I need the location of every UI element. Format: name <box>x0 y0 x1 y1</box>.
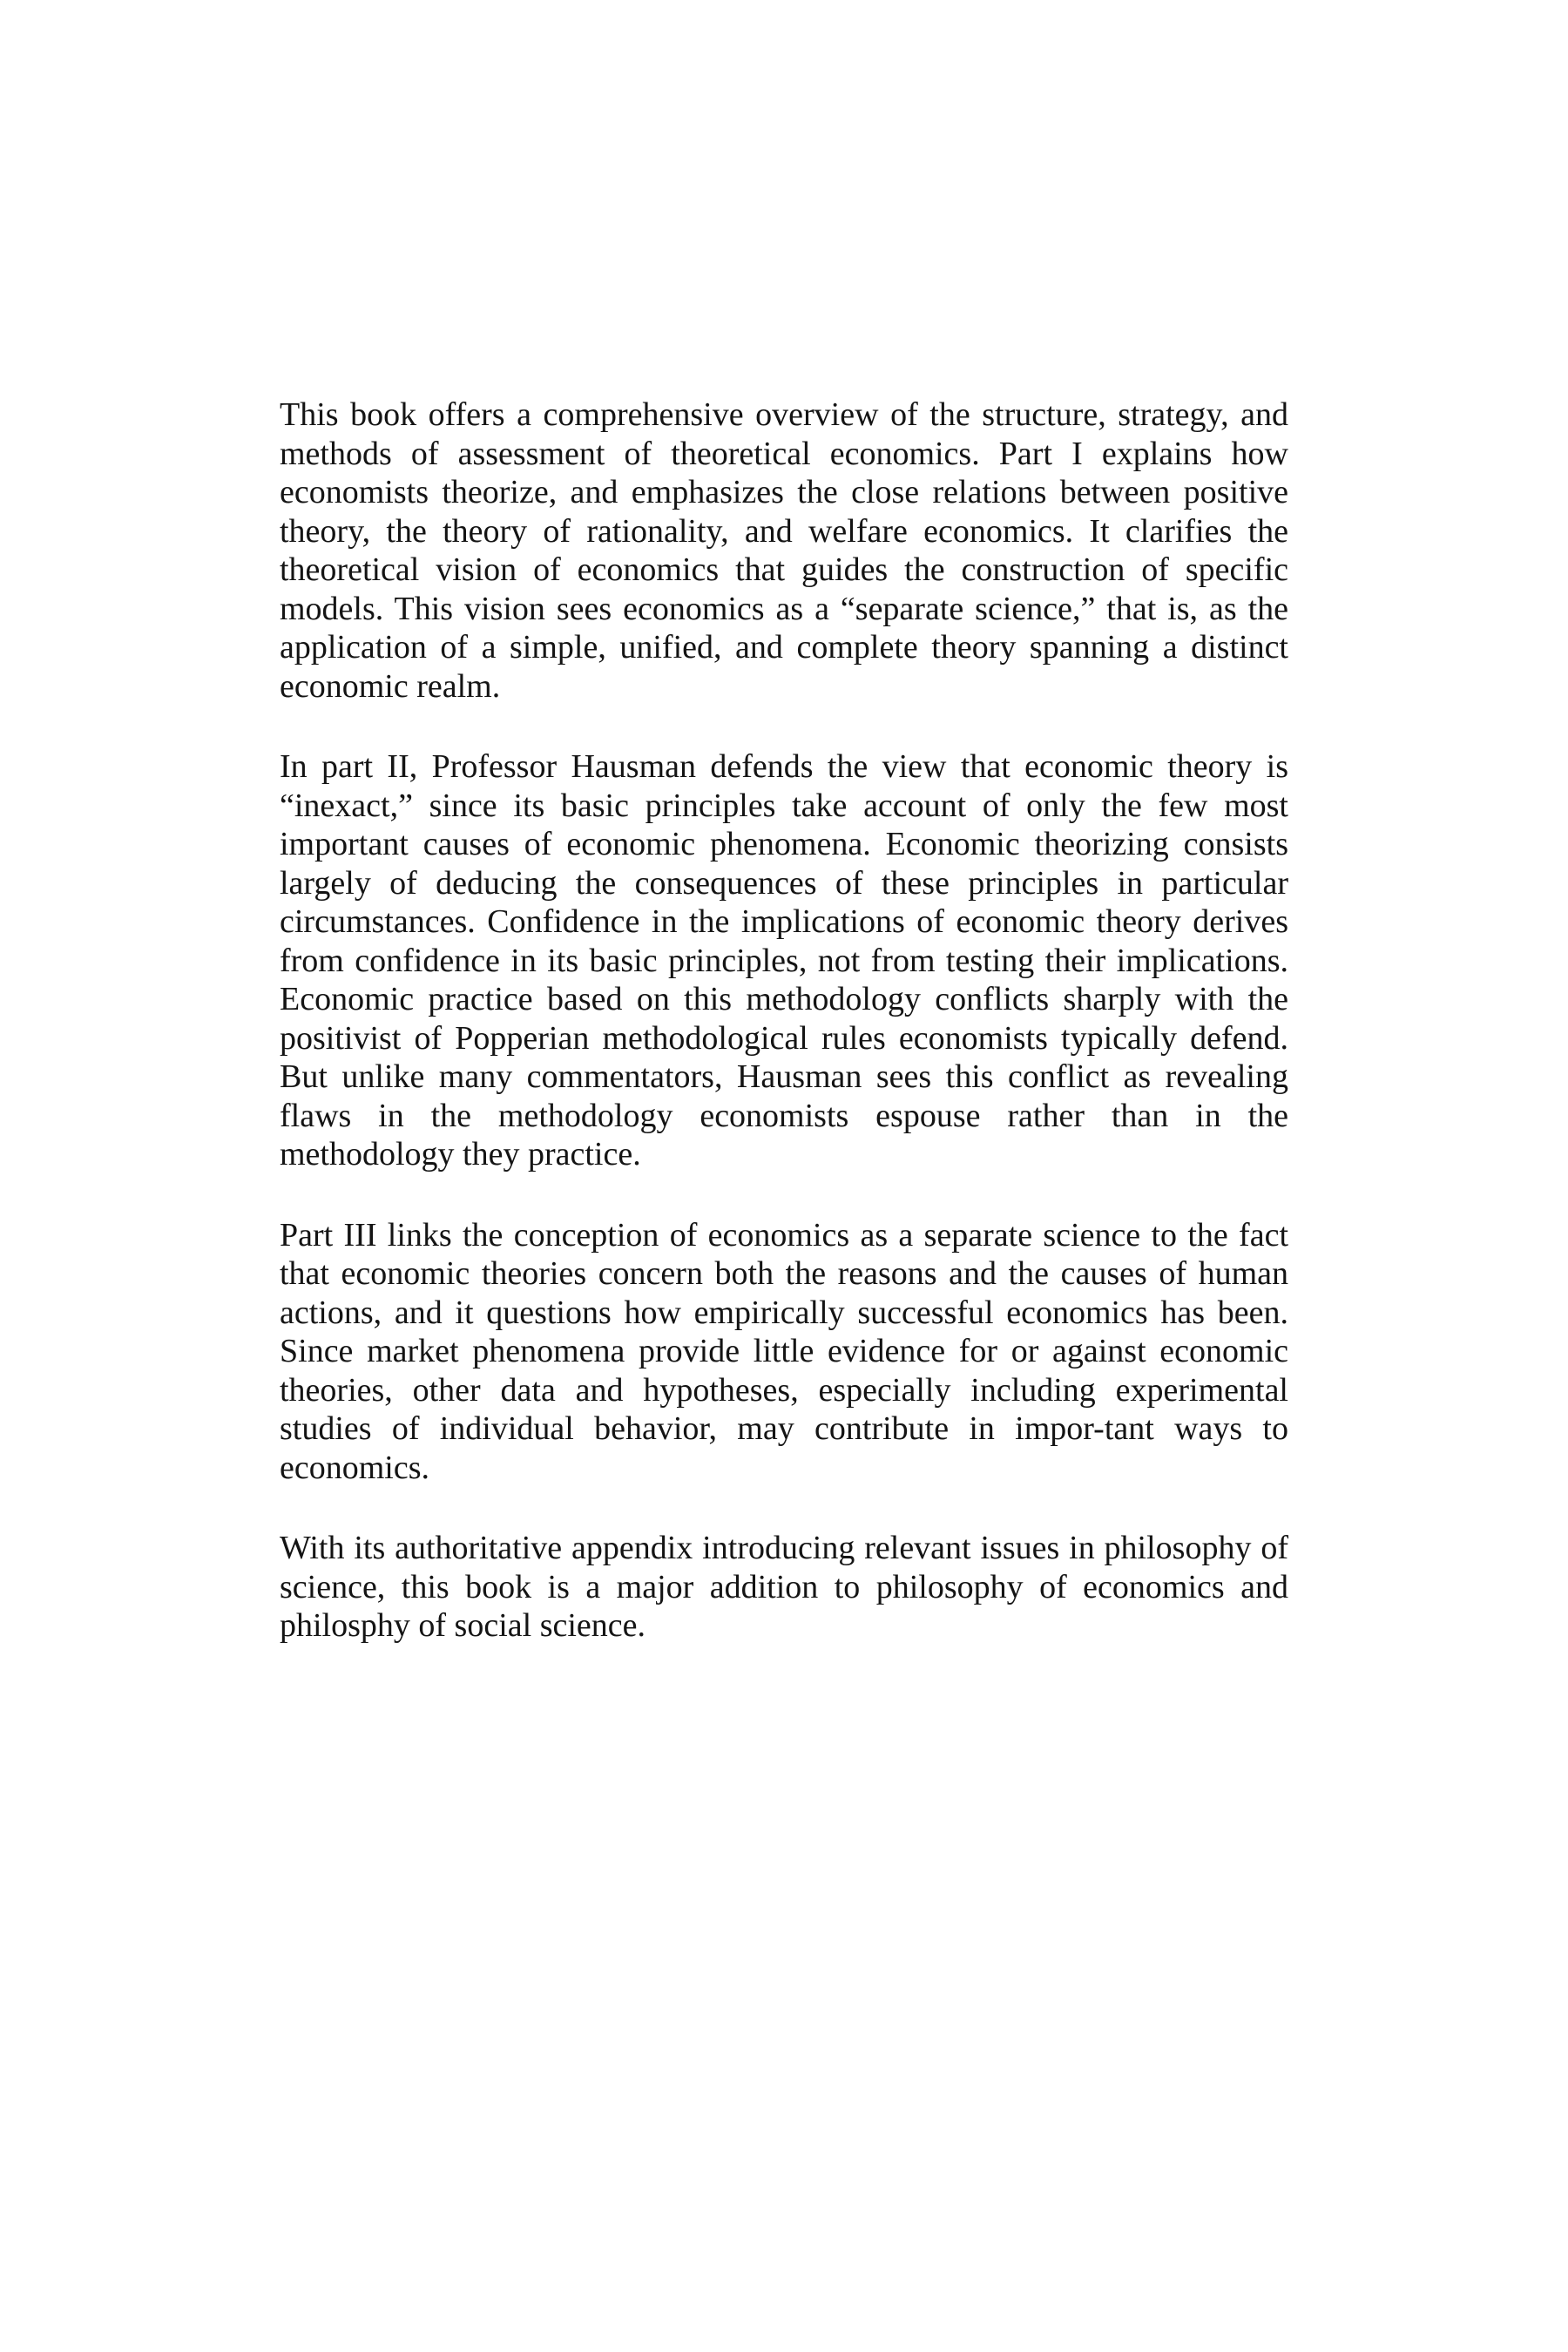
back-cover-blurb <box>280 395 1288 1646</box>
blurb-paragraph-2: In part II, Professor Hausman defends the view that economic theory is “inexact,” since its basic principles take account of only the few most important causes of economic phenomena. Economic theorizing consists largely of deducing the consequences of these principles in particular circumstances. Confidence in the implications of economic theory derives from confidence in its basic principles, not from testing their implications. Economic practice based on this methodology conflicts sharply with the positivist of Popperian methodological rules economists typically defend. But unlike many commentators, Hausman sees this conflict as revealing flaws in the methodology economists espouse rather than in the methodology they practice. <box>280 748 1288 1173</box>
blurb-paragraph-3: Part III links the conception of economics as a separate science to the fact that economic theories concern both the reasons and the causes of human actions, and it questions how empirically successful economics has been. Since market phenomena provide little evidence for or against economic theories, other data and hypotheses, especially including experimental studies of individual behavior, may contribute in impor-tant ways to economics. <box>280 1216 1288 1486</box>
blurb-paragraph-1: This book offers a comprehensive overview of the structure, strategy, and methods of assessment of theoretical economics. Part I explains how economists theorize, and emphasizes the close relations between positive theory, the theory of rationality, and welfare economics. It clarifies the theoretical vision of economics that guides the construction of specific models. This vision sees economics as a “separate science,” that is, as the application of a simple, unified, and complete theory spanning a distinct economic realm. <box>280 396 1288 705</box>
blurb-paragraph-4: With its authoritative appendix introducing relevant issues in philosophy of science, this book is a major addition to philosophy of economics and philosphy of social science. <box>280 1530 1288 1644</box>
